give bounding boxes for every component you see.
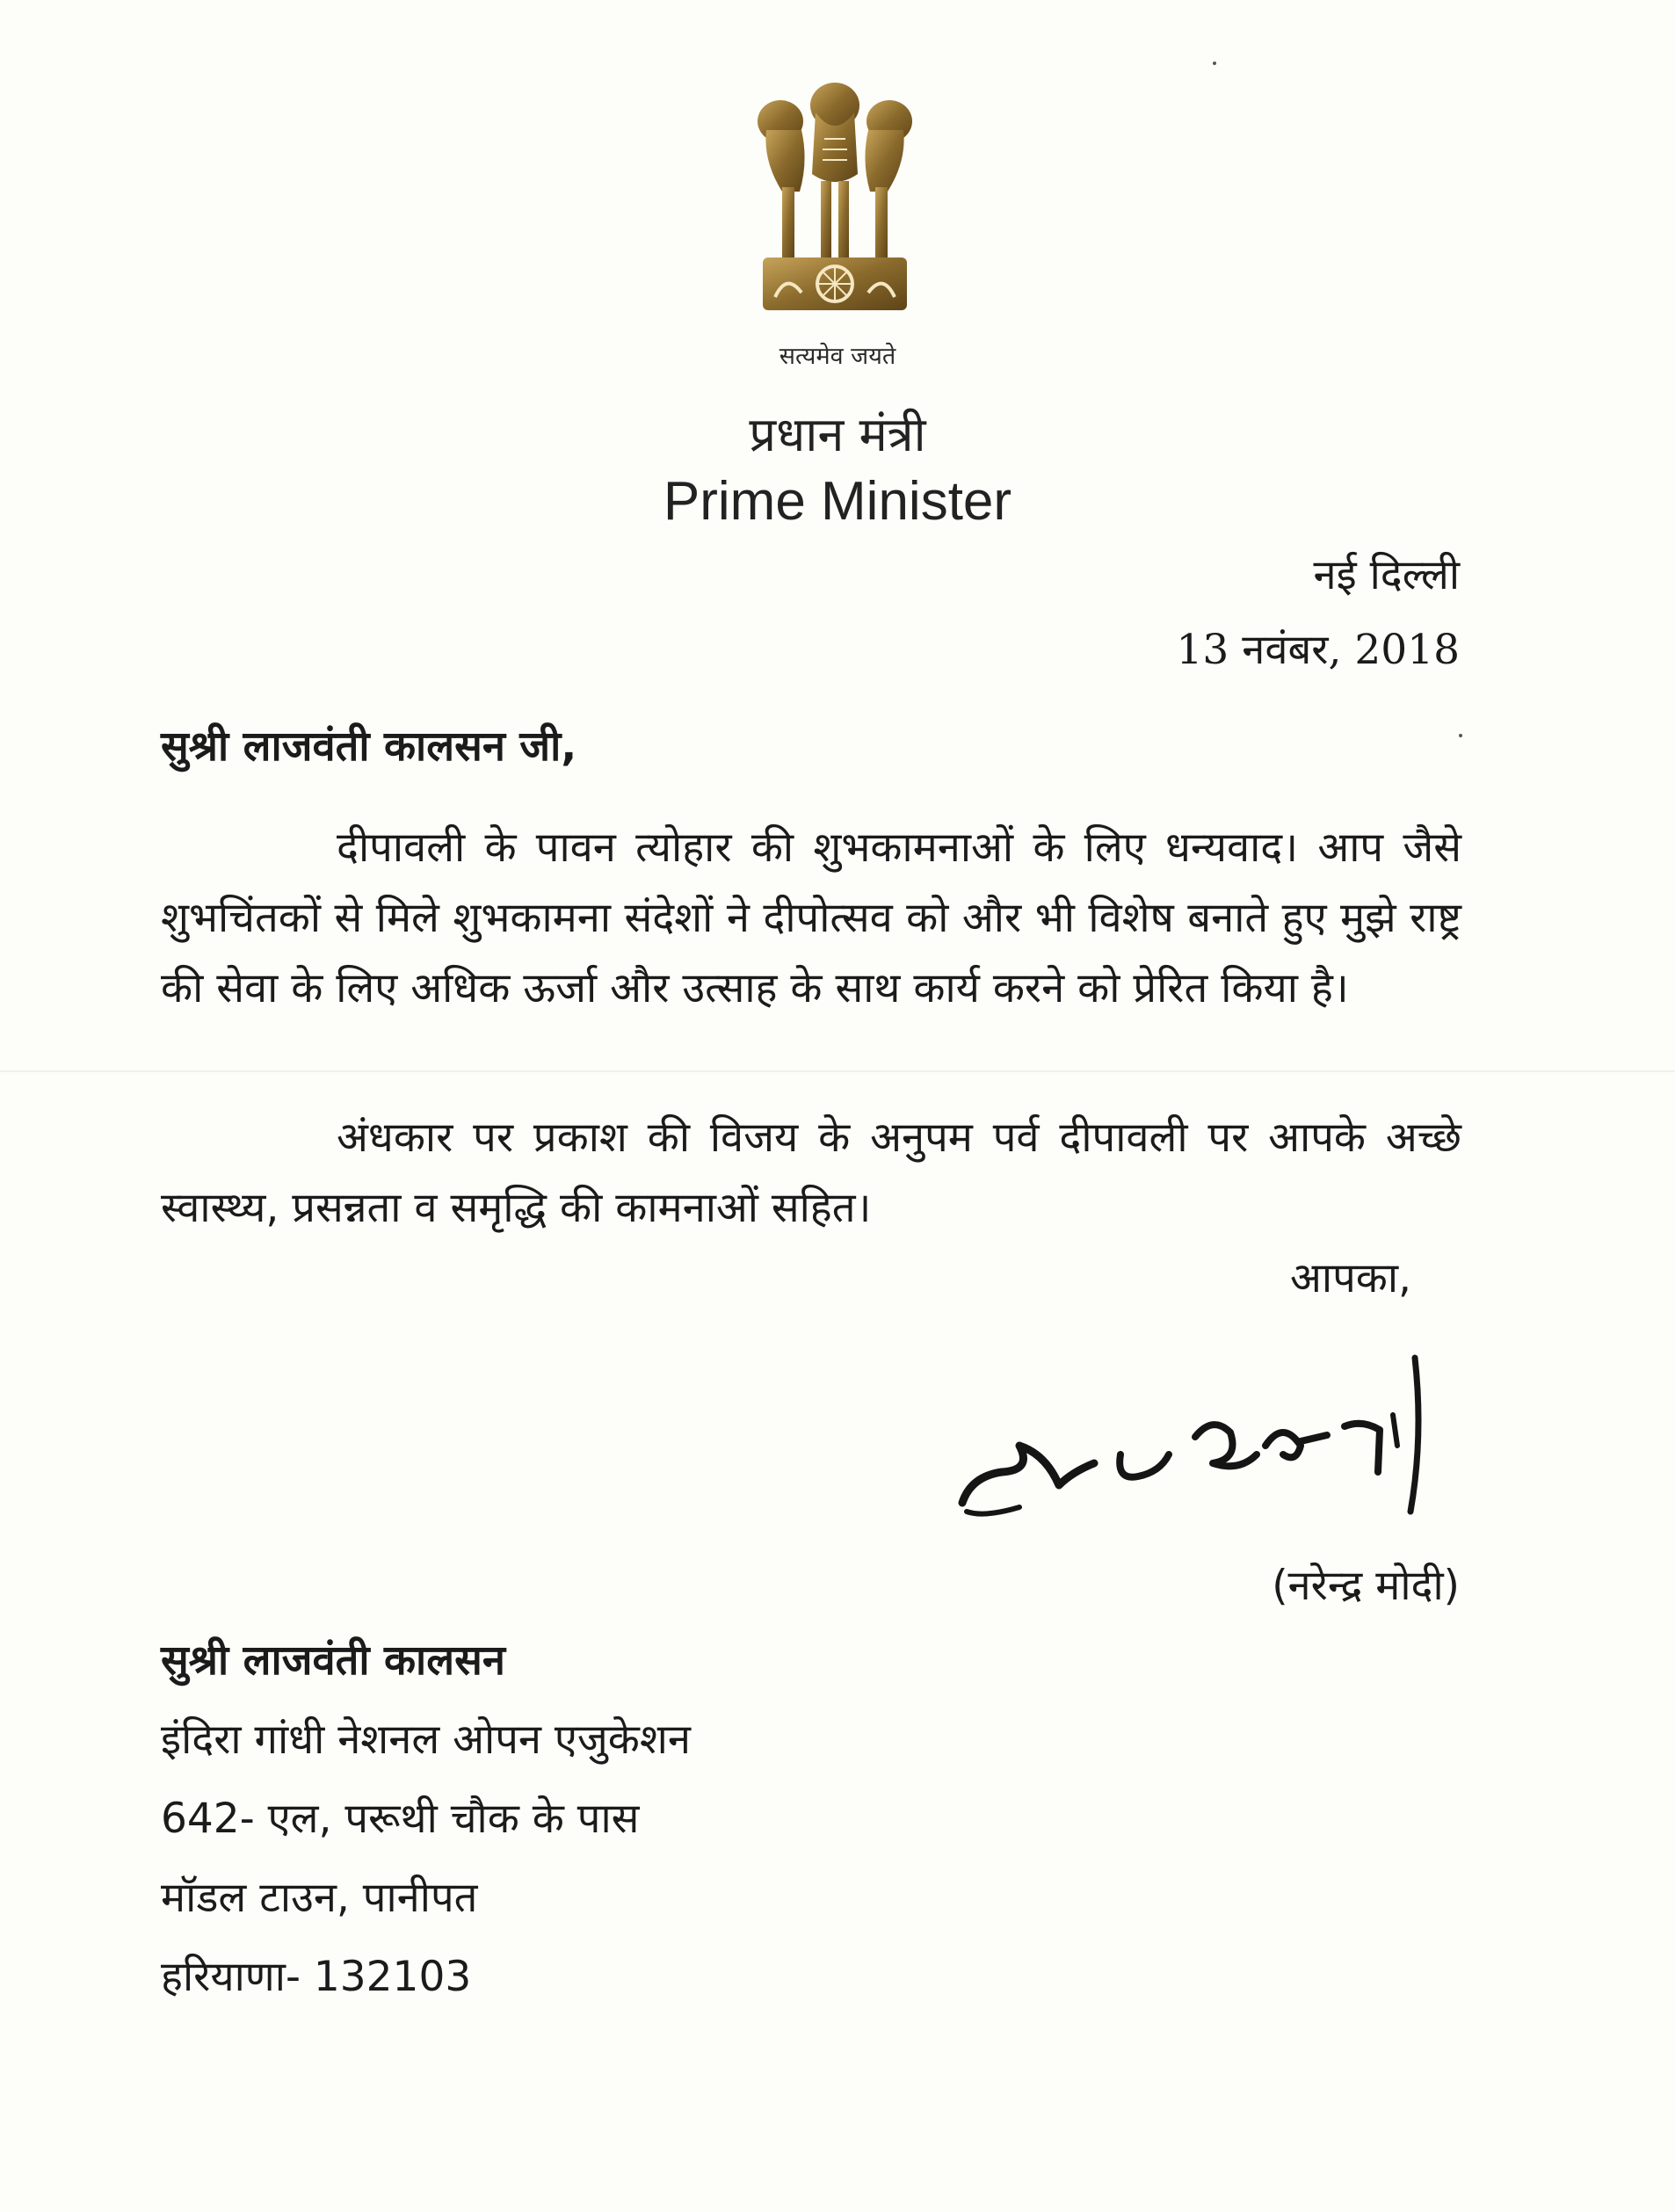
- dateline-place: नई दिल्ली: [1313, 551, 1460, 599]
- office-title-english: Prime Minister: [663, 471, 1012, 532]
- paragraph-1-text: दीपावली के पावन त्योहार की शुभकामनाओं के लिए धन्यवाद। आप जैसे शुभचिंतकों से मिले शुभकामना संदेशों ने दीपोत्सव को और भी विशेष बनाते हुए मुझे राष्ट्र की सेवा के लिए अधिक ऊर्जा और उत्साह के साथ कार्य करने को प्रेरित किया है।: [161, 823, 1461, 1012]
- office-title-hindi: प्रधान मंत्री: [749, 407, 926, 462]
- letter-paragraph-2: [161, 1103, 1461, 1244]
- letter-salutation: सुश्री लाजवंती कालसन जी,: [161, 722, 577, 771]
- signer-name: (नरेन्द्र मोदी): [1272, 1562, 1460, 1610]
- letter-paragraph-1: [161, 813, 1461, 1024]
- national-motto: सत्यमेव जयते: [779, 343, 896, 370]
- paper-speck: [1459, 734, 1462, 737]
- paper-speck: [1213, 62, 1216, 65]
- national-emblem-icon: [747, 77, 923, 332]
- recipient-name: सुश्री लाजवंती कालसन: [161, 1636, 505, 1685]
- recipient-address-line-4: हरियाणा- 132103: [161, 1953, 472, 2001]
- paragraph-2-text: अंधकार पर प्रकाश की विजय के अनुपम पर्व दीपावली पर आपके अच्छे स्वास्थ्य, प्रसन्नता व समृद्धि की कामनाओं सहित।: [161, 1113, 1461, 1232]
- dateline-date: 13 नवंबर, 2018: [1176, 626, 1460, 674]
- recipient-address-line-3: मॉडल टाउन, पानीपत: [161, 1874, 478, 1922]
- signature-icon: [949, 1331, 1459, 1560]
- paper-fold-line: [0, 1070, 1675, 1072]
- recipient-address: [161, 1621, 691, 2017]
- letter-closing: आपका,: [1290, 1254, 1411, 1302]
- recipient-address-line-2: 642- एल, परूथी चौक के पास: [161, 1795, 640, 1843]
- recipient-address-line-1: इंदिरा गांधी नेशनल ओपन एजुकेशन: [161, 1715, 691, 1764]
